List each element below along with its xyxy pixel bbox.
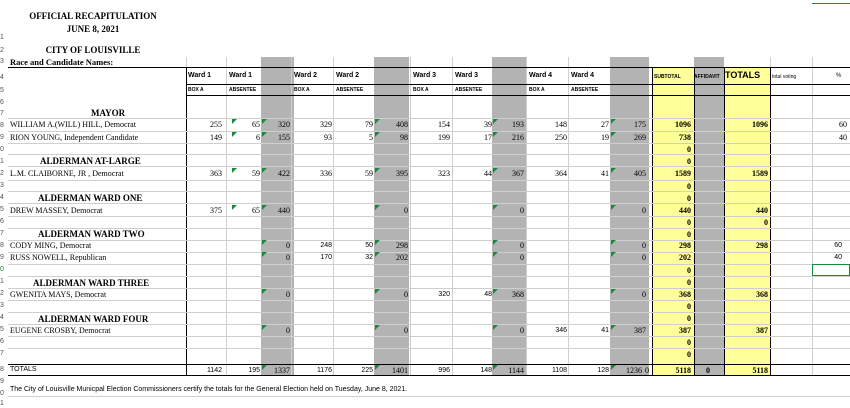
row-number: 5: [0, 206, 4, 213]
cell-value: 363: [210, 169, 222, 178]
subtotal-value: 0: [687, 350, 691, 359]
cell-value: 0: [286, 253, 290, 262]
col-affidavit: AFFIDAVIT: [694, 74, 720, 80]
total-cell: 128: [597, 367, 609, 374]
row-number: 8: [0, 242, 4, 249]
cell-marker: [262, 119, 267, 124]
col-percent: %: [836, 73, 842, 79]
cell-value: 0: [642, 290, 646, 299]
subtotal-value: 1096: [675, 120, 691, 129]
col-w2-absentee-sub: ABSENTEE: [336, 87, 364, 93]
cell-marker: [262, 365, 267, 370]
cell-value: 387: [634, 326, 646, 335]
cell-value: 27: [601, 120, 609, 129]
cell-value: 32: [365, 254, 373, 261]
cell-value: 0: [642, 241, 646, 250]
cell-marker: [262, 240, 267, 245]
row-number: 6: [0, 338, 4, 345]
cell-value: 0: [520, 206, 524, 215]
row-number: 9: [0, 134, 4, 141]
report-date: JUNE 8, 2021: [66, 24, 120, 34]
cell-marker: [493, 252, 498, 257]
subtotal-value: 368: [679, 290, 691, 299]
col-w2-absentee: Ward 2: [336, 72, 360, 79]
row-number: 9: [0, 254, 4, 261]
candidate-name: DREW MASSEY, Democrat: [10, 206, 103, 215]
cell-marker: [493, 132, 498, 137]
totals-value: 298: [756, 241, 768, 250]
cell-value: 5: [369, 133, 373, 142]
col-w4-absentee-sub: ABSENTEE: [571, 87, 599, 93]
cell-marker: [232, 132, 237, 137]
cell-value: 346: [555, 327, 567, 334]
cell-value: 149: [210, 133, 222, 142]
cell-value: 329: [320, 120, 332, 129]
col-w1-absentee-sub: ABSENTEE: [229, 87, 257, 93]
grand-subtotal: 5118: [675, 366, 691, 375]
cell-marker: [262, 252, 267, 257]
total-cell: 1144: [508, 366, 524, 375]
cell-marker: [611, 240, 616, 245]
candidate-name: RUSS NOWELL, Republican: [10, 253, 107, 262]
totals-value: 440: [756, 206, 768, 215]
cell-marker: [611, 289, 616, 294]
total-cell: 1176: [316, 367, 332, 374]
cell-marker: [232, 205, 237, 210]
cell-marker: [232, 119, 237, 124]
cell-marker: [493, 325, 498, 330]
col-total-voting: total voting: [772, 74, 797, 80]
row-number: 0: [0, 146, 4, 153]
cell-value: 0: [642, 206, 646, 215]
col-w4-box: Ward 4: [529, 72, 553, 79]
col-totals: TOTALS: [725, 70, 761, 80]
cell-marker: [493, 168, 498, 173]
percent-value: 60: [834, 242, 842, 249]
total-cell: 1142: [206, 367, 222, 374]
cell-value: 59: [365, 169, 373, 178]
row-number: 1: [0, 400, 4, 407]
cell-marker: [493, 365, 498, 370]
row-number: 2: [0, 47, 4, 54]
col-w1-boxa: BOX A: [188, 87, 204, 93]
col-w4-boxa: BOX A: [529, 87, 545, 93]
row-number: 1: [0, 34, 4, 41]
cell-value: 364: [555, 169, 567, 178]
cell-value: 422: [278, 169, 290, 178]
total-cell: 148: [480, 367, 492, 374]
cell-value: 0: [286, 290, 290, 299]
row-number: 3: [0, 182, 4, 189]
selected-cell-indicator[interactable]: [812, 0, 850, 4]
cell-marker: [262, 205, 267, 210]
cell-value: 39: [484, 120, 492, 129]
cell-marker: [375, 325, 380, 330]
cell-value: 148: [555, 120, 567, 129]
cell-value: 98: [400, 133, 408, 142]
totals-value: 387: [756, 326, 768, 335]
cell-marker: [493, 119, 498, 124]
cell-value: 0: [404, 326, 408, 335]
office-ward-three: ALDERMAN WARD THREE: [33, 278, 150, 288]
cell-marker: [493, 240, 498, 245]
cell-value: 59: [252, 169, 260, 178]
cell-value: 255: [210, 120, 222, 129]
cell-value: 248: [320, 242, 332, 249]
active-cell[interactable]: [812, 264, 850, 276]
cell-value: 0: [520, 253, 524, 262]
report-title: OFFICIAL RECAPITULATION: [29, 11, 157, 21]
row-number: 5: [0, 326, 4, 333]
cell-value: 199: [438, 133, 450, 142]
cell-value: 269: [634, 133, 646, 142]
col-w4-absentee: Ward 4: [571, 72, 595, 79]
office-ward-two: ALDERMAN WARD TWO: [38, 229, 145, 239]
row-number: 4: [0, 194, 4, 201]
subtotal-value: 387: [679, 326, 691, 335]
cell-marker: [375, 168, 380, 173]
cell-marker: [611, 252, 616, 257]
col-w1-absentee: Ward 1: [229, 72, 253, 79]
cell-value: 320: [278, 120, 290, 129]
row-number: 4: [0, 74, 4, 81]
row-number: 4: [0, 314, 4, 321]
cell-marker: [375, 119, 380, 124]
subtotal-value: 0: [687, 157, 691, 166]
cell-value: 6: [256, 133, 260, 142]
subtotal-value: 0: [687, 266, 691, 275]
total-cell: 195: [248, 367, 260, 374]
cell-value: 50: [365, 242, 373, 249]
col-w2-box: Ward 2: [294, 72, 318, 79]
office-at-large: ALDERMAN AT-LARGE: [40, 156, 141, 166]
cell-marker: [232, 168, 237, 173]
subtotal-value: 298: [679, 241, 691, 250]
percent-value: 60: [839, 120, 847, 129]
total-cell: 225: [361, 367, 373, 374]
row-number: 2: [0, 290, 4, 297]
total-cell: 1108: [551, 367, 567, 374]
row-number: 3: [0, 58, 4, 65]
row-number: 0: [0, 266, 4, 273]
candidate-name: RION YOUNG, Independent Candidate: [10, 133, 139, 142]
cell-value: 79: [365, 120, 373, 129]
cell-marker: [611, 132, 616, 137]
totals-value: 368: [756, 290, 768, 299]
cell-value: 0: [520, 241, 524, 250]
row-number: 0: [0, 390, 4, 397]
cell-marker: [375, 252, 380, 257]
cell-marker: [611, 205, 616, 210]
col-w3-absentee: Ward 3: [455, 72, 479, 79]
cell-value: 298: [396, 241, 408, 250]
candidate-name: CODY MING, Democrat: [10, 241, 92, 250]
cell-value: 41: [601, 327, 609, 334]
row-number: 7: [0, 110, 4, 117]
cell-value: 65: [252, 120, 260, 129]
cell-value: 367: [512, 169, 524, 178]
subtotal-value: 0: [687, 145, 691, 154]
cell-marker: [375, 240, 380, 245]
cell-marker: [375, 205, 380, 210]
cell-value: 375: [210, 206, 222, 215]
cell-value: 0: [520, 326, 524, 335]
cell-value: 216: [512, 133, 524, 142]
cell-value: 19: [601, 133, 609, 142]
col-w3-absentee-sub: ABSENTEE: [455, 87, 483, 93]
candidate-name: L.M. CLAIBORNE, JR , Democrat: [10, 169, 124, 178]
cell-marker: [611, 168, 616, 173]
grand-affidavit: 0: [706, 366, 710, 375]
cell-value: 440: [278, 206, 290, 215]
subtotal-value: 738: [679, 133, 691, 142]
cell-value: 0: [286, 326, 290, 335]
cell-value: 17: [484, 133, 492, 142]
cell-marker: [262, 325, 267, 330]
cell-marker: [375, 365, 380, 370]
cell-value: 320: [438, 291, 450, 298]
row-number: 2: [0, 170, 4, 177]
total-cell: 996: [438, 367, 450, 374]
cell-marker: [375, 289, 380, 294]
total-cell: 1337: [274, 366, 290, 375]
cell-value: 65: [252, 206, 260, 215]
grand-total: 5118: [752, 366, 768, 375]
cell-marker: [262, 132, 267, 137]
race-label: Race and Candidate Names:: [10, 57, 114, 67]
subtotal-value: 0: [687, 218, 691, 227]
office-ward-four: ALDERMAN WARD FOUR: [38, 314, 149, 324]
cell-value: 170: [320, 254, 332, 261]
cell-value: 323: [438, 169, 450, 178]
certification-note: The City of Louisville Municpal Election Commissioners certify the totals for the General Election held on Tuesday, June 8, 2021.: [10, 386, 408, 393]
row-number: 6: [0, 218, 4, 225]
total-cell: 1236: [626, 366, 642, 375]
cell-value: 250: [555, 133, 567, 142]
total-cell: 1401: [392, 366, 408, 375]
subtotal-value: 1589: [675, 169, 691, 178]
row-number: 3: [0, 302, 4, 309]
totals-label: TOTALS: [10, 366, 37, 373]
cell-value: 44: [484, 169, 492, 178]
subtotal-value: 0: [687, 230, 691, 239]
subtotal-value: 0: [687, 194, 691, 203]
candidate-name: EUGENE CROSBY, Democrat: [10, 326, 111, 335]
cell-value: 154: [438, 120, 450, 129]
cell-value: 368: [512, 290, 524, 299]
row-number: 1: [0, 278, 4, 285]
subtotal-value: 0: [687, 182, 691, 191]
col-w2-boxa: BOX A: [294, 87, 310, 93]
cell-marker: [262, 289, 267, 294]
candidate-name: WILLIAM A.(WILL) HILL, Democrat: [10, 120, 136, 129]
cell-value: 155: [278, 133, 290, 142]
cell-value: 193: [512, 120, 524, 129]
office-mayor: MAYOR: [91, 108, 126, 118]
total-cell: 0: [645, 366, 649, 375]
cell-marker: [611, 119, 616, 124]
subtotal-value: 0: [687, 302, 691, 311]
cell-marker: [493, 205, 498, 210]
cell-marker: [262, 168, 267, 173]
cell-value: 202: [396, 253, 408, 262]
cell-value: 175: [634, 120, 646, 129]
totals-value: 0: [764, 218, 768, 227]
row-number: 6: [0, 99, 4, 106]
cell-value: 408: [396, 120, 408, 129]
col-w3-boxa: BOX A: [413, 87, 429, 93]
subtotal-value: 0: [687, 338, 691, 347]
subtotal-value: 0: [687, 314, 691, 323]
candidate-name: GWENITA MAYS, Democrat: [10, 290, 107, 299]
cell-value: 395: [396, 169, 408, 178]
row-number: 8: [0, 366, 4, 373]
row-number: 9: [0, 378, 4, 385]
cell-value: 41: [601, 169, 609, 178]
cell-marker: [493, 289, 498, 294]
cell-value: 0: [642, 253, 646, 262]
office-ward-one: ALDERMAN WARD ONE: [38, 193, 143, 203]
percent-value: 40: [834, 254, 842, 261]
cell-value: 48: [484, 291, 492, 298]
col-w1-box: Ward 1: [188, 72, 212, 79]
city-name: CITY OF LOUISVILLE: [45, 45, 141, 55]
cell-value: 336: [320, 169, 332, 178]
cell-value: 405: [634, 169, 646, 178]
cell-marker: [375, 132, 380, 137]
row-number: 8: [0, 122, 4, 129]
cell-marker: [611, 325, 616, 330]
totals-value: 1096: [752, 120, 768, 129]
cell-value: 0: [404, 290, 408, 299]
cell-marker: [611, 365, 616, 370]
totals-value: 1589: [752, 169, 768, 178]
col-subtotal: SUBTOTAL: [654, 74, 681, 80]
percent-value: 40: [839, 133, 847, 142]
subtotal-value: 0: [687, 278, 691, 287]
row-number: 7: [0, 230, 4, 237]
row-number: 7: [0, 350, 4, 357]
row-number: 1: [0, 158, 4, 165]
subtotal-value: 440: [679, 206, 691, 215]
row-number: 5: [0, 87, 4, 94]
cell-value: 0: [404, 206, 408, 215]
col-w3-box: Ward 3: [413, 72, 437, 79]
cell-value: 93: [324, 133, 332, 142]
subtotal-value: 202: [679, 253, 691, 262]
cell-value: 0: [286, 241, 290, 250]
